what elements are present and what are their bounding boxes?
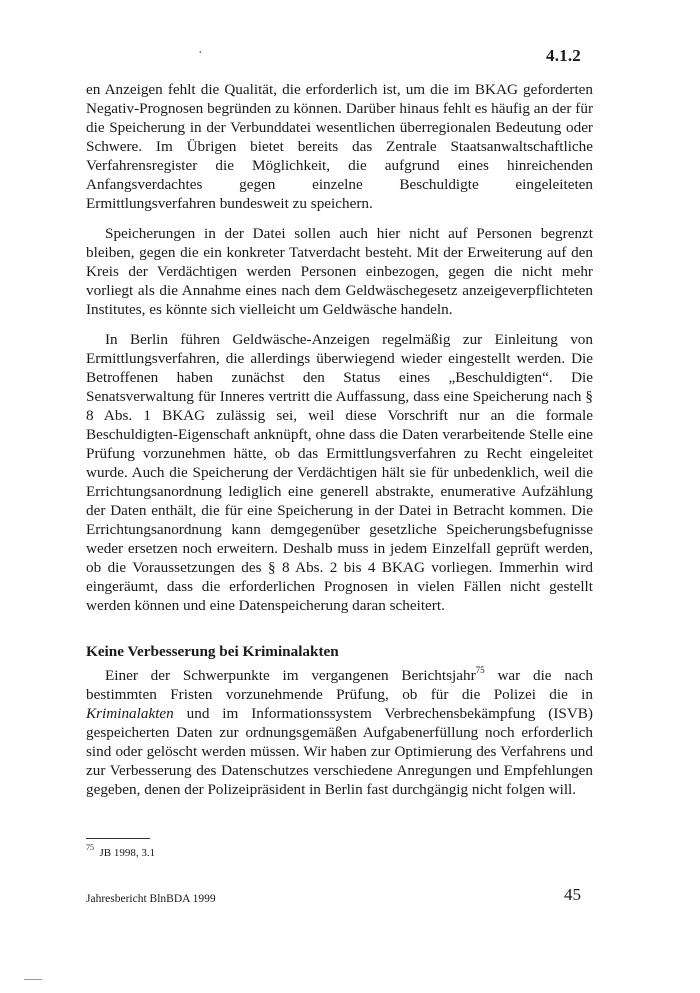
- paragraph-4-text-c: und im Informationssystem Verbrechensbekämpfung (ISVB) gespeicherten Daten zur ordnungsgemäßen Aufgabenerfüllung noch erforderlich sind oder gelöscht werden müssen. Wir haben zur Optimierung des Verfahrens und zur Verbesserung des Datenschutzes verschiedene Anregungen und Empfehlungen gegeben, denen der Polizeipräsident in Berlin fast durchgängig nicht folgen will.: [86, 705, 593, 798]
- footnote: [86, 843, 156, 859]
- paragraph-4: [86, 666, 593, 799]
- scan-mark: [24, 979, 42, 980]
- page-body: [86, 80, 593, 799]
- footnote-text: JB 1998, 3.1: [99, 847, 156, 859]
- footer-report-title: Jahresbericht BlnBDA 1999: [86, 893, 216, 905]
- page-number: 45: [564, 885, 581, 904]
- paragraph-4-text-b: war die nach bestimmten Fristen vorzunehmende Prüfung, ob für die Polizei die in: [86, 667, 593, 703]
- section-number: 4.1.2: [546, 46, 581, 65]
- footnote-rule: [86, 838, 150, 839]
- paragraph-1: en Anzeigen fehlt die Qualität, die erforderlich ist, um die im BKAG geforderten Negativ-Prognosen begründen zu können. Darüber hinaus fehlt es häufig an der für die Speicherung in der Verbunddatei wesentlichen überregionalen Bedeutung oder Schwere. Im Übrigen bietet bereits das Zentrale Staatsanwaltschaftliche Verfahrensregister die Möglichkeit, die aufgrund eines hinreichenden Anfangsverdachtes gegen einzelne Beschuldigte eingeleiteten Ermittlungsverfahren bundesweit zu speichern.: [86, 81, 593, 212]
- paragraph-4-italic: Kriminalakten: [86, 705, 174, 722]
- footnote-marker: 75: [86, 843, 94, 853]
- paragraph-2: Speicherungen in der Datei sollen auch hier nicht auf Personen begrenzt bleiben, gegen die ein konkreter Tatverdacht besteht. Mit der Erweiterung auf den Kreis der Verdächtigen werden Personen einbezogen, gegen die nicht mehr vorliegt als die Annahme eines nach dem Geldwäschegesetz anzeigeverpflichteten Institutes, es könnte sich vielleicht um Geldwäsche handeln.: [86, 225, 593, 318]
- section-heading: Keine Verbesserung bei Kriminalakten: [86, 643, 339, 660]
- paragraph-4-text-a: Einer der Schwerpunkte im vergangenen Berichtsjahr: [105, 667, 476, 684]
- footnote-reference: 75: [475, 664, 485, 675]
- paragraph-3: In Berlin führen Geldwäsche-Anzeigen regelmäßig zur Einleitung von Ermittlungsverfahren, die allerdings überwiegend wieder eingestellt werden. Die Betroffenen haben zunächst den Status eines „Beschuldigten“. Die Senatsverwaltung für Inneres vertritt die Auffassung, dass eine Speicherung nach § 8 Abs. 1 BKAG zulässig sei, weil diese Vorschrift nur an die formale Beschuldigten-Eigenschaft anknüpft, ohne dass die Daten verarbeitende Stelle eine Prüfung vorzunehmen hätte, ob das Ermittlungsverfahren zu Recht eingeleitet wurde. Auch die Speicherung der Verdächtigen hält sie für unbedenklich, weil die Errichtungsanordnung lediglich eine generell abstrakte, enumerative Aufzählung der Daten enthält, die für eine Speicherung in der Datei in Betracht kommen. Die Errichtungsanordnung kann demgegenüber gesetzliche Speicherungsbefugnisse weder ersetzen noch erweitern. Deshalb muss in jedem Einzelfall geprüft werden, ob die Voraussetzungen des § 8 Abs. 2 bis 4 BKAG vorliegen. Immerhin wird eingeräumt, dass die erforderlichen Prognosen in vielen Fällen nicht gestellt werden können und eine Datenspeicherung daran scheitert.: [86, 331, 593, 614]
- scan-speck: ·: [198, 46, 203, 61]
